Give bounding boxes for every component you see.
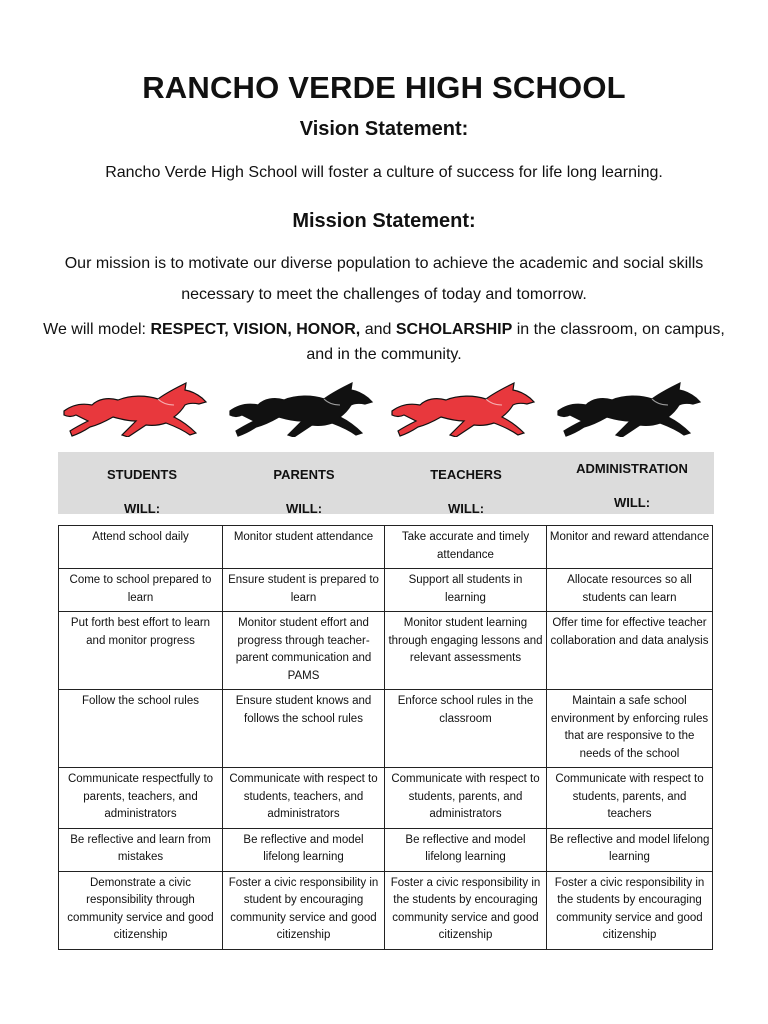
- header-administration: [552, 452, 712, 520]
- table-cell: Be reflective and model lifelong learning: [385, 828, 547, 871]
- header-role: ADMINISTRATION: [576, 461, 688, 476]
- table-cell: Communicate with respect to students, parents, and administrators: [385, 768, 547, 829]
- model-prefix: We will model:: [43, 321, 151, 338]
- table-cell: Be reflective and model lifelong learning: [223, 828, 385, 871]
- table-cell: Monitor student learning through engaging lessons and relevant assessments: [385, 612, 547, 690]
- table-cell: Foster a civic responsibility in student by encouraging community service and good citizenship: [223, 871, 385, 949]
- table-row: [59, 526, 713, 569]
- header-will: WILL:: [285, 501, 323, 516]
- table-row: [59, 569, 713, 612]
- vision-text: Rancho Verde High School will foster a culture of success for life long learning.: [105, 164, 663, 181]
- table-cell: Ensure student knows and follows the school rules: [223, 690, 385, 768]
- table-cell: Monitor student attendance: [223, 526, 385, 569]
- table-cell: Be reflective and learn from mistakes: [59, 828, 223, 871]
- header-will: WILL:: [613, 495, 651, 510]
- table-cell: Monitor student effort and progress through teacher-parent communication and PAMS: [223, 612, 385, 690]
- table-cell: Attend school daily: [59, 526, 223, 569]
- mission-text: Our mission is to motivate our diverse population to achieve the academic and social skills necessary to meet the challenges of today and tomorrow.: [64, 255, 704, 303]
- header-role: STUDENTS: [106, 467, 178, 482]
- table-cell: Come to school prepared to learn: [59, 569, 223, 612]
- table-cell: Take accurate and timely attendance: [385, 526, 547, 569]
- table-cell: Communicate with respect to students, parents, and teachers: [547, 768, 713, 829]
- table-cell: Communicate with respect to students, teachers, and administrators: [223, 768, 385, 829]
- table-row: [59, 612, 713, 690]
- mustang-horse-icon: [58, 381, 210, 437]
- mission-heading: Mission Statement:: [292, 210, 476, 232]
- header-will: WILL:: [447, 501, 485, 516]
- model-values-primary: RESPECT, VISION, HONOR,: [150, 321, 361, 338]
- mustang-silhouette: [552, 381, 704, 437]
- page-title: RANCHO VERDE HIGH SCHOOL: [142, 70, 626, 105]
- table-cell: Enforce school rules in the classroom: [385, 690, 547, 768]
- table-cell: Monitor and reward attendance: [547, 526, 713, 569]
- table-cell: Offer time for effective teacher collaboration and data analysis: [547, 612, 713, 690]
- responsibilities-table: [58, 525, 713, 950]
- table-cell: Be reflective and model lifelong learning: [547, 828, 713, 871]
- header-will: WILL:: [123, 501, 161, 516]
- mascot-banner: [58, 381, 710, 437]
- mustang-silhouette: [224, 381, 376, 437]
- header-role: PARENTS: [273, 467, 335, 482]
- mustang-horse-icon: [224, 381, 376, 437]
- model-and: and: [360, 321, 396, 338]
- mustang-horse-icon: [552, 381, 704, 437]
- header-students: [62, 458, 222, 526]
- header-role: TEACHERS: [430, 467, 502, 482]
- table-cell: Maintain a safe school environment by enforcing rules that are responsive to the needs of the school: [547, 690, 713, 768]
- vision-heading: Vision Statement:: [299, 118, 469, 140]
- role-header-band: [58, 452, 714, 514]
- table-cell: Foster a civic responsibility in the students by encouraging community service and good citizenship: [547, 871, 713, 949]
- mustang-silhouette: [58, 381, 210, 437]
- mustang-horse-icon: [386, 381, 538, 437]
- table-row: [59, 828, 713, 871]
- table-row: [59, 871, 713, 949]
- model-values-scholarship: SCHOLARSHIP: [395, 321, 513, 338]
- table-cell: Communicate respectfully to parents, teachers, and administrators: [59, 768, 223, 829]
- mustang-silhouette: [386, 381, 538, 437]
- table-cell: Follow the school rules: [59, 690, 223, 768]
- table-cell: Allocate resources so all students can learn: [547, 569, 713, 612]
- table-cell: Demonstrate a civic responsibility through community service and good citizenship: [59, 871, 223, 949]
- table-cell: Put forth best effort to learn and monitor progress: [59, 612, 223, 690]
- table-row: [59, 768, 713, 829]
- header-teachers: [386, 458, 546, 526]
- table-cell: Foster a civic responsibility in the students by encouraging community service and good citizenship: [385, 871, 547, 949]
- model-values-statement: [40, 317, 728, 367]
- table-cell: Ensure student is prepared to learn: [223, 569, 385, 612]
- table-cell: Support all students in learning: [385, 569, 547, 612]
- header-parents: [224, 458, 384, 526]
- table-row: [59, 690, 713, 768]
- model-suffix: in the classroom, on campus, and in the community.: [306, 321, 725, 363]
